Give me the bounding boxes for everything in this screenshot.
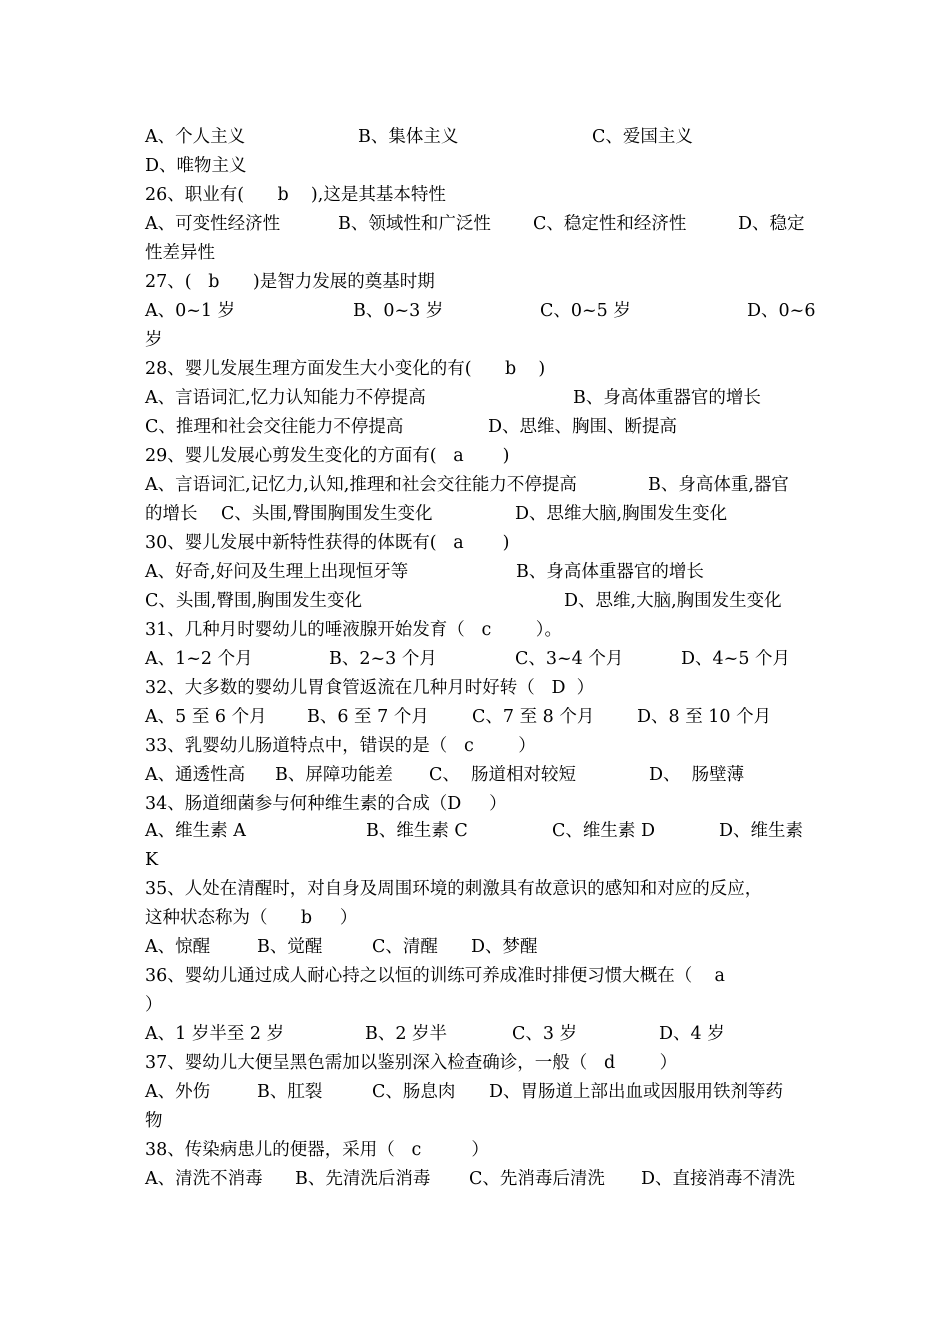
line-text: 这种状态称为（ b ） bbox=[145, 908, 358, 928]
option-text: B、屏障功能差 bbox=[275, 765, 393, 785]
option-text: A、言语词汇,忆力认知能力不停提高 bbox=[145, 388, 426, 408]
option-text: B、维生素 C bbox=[366, 821, 468, 841]
option-text: A、言语词汇,记忆力,认知,推理和社会交往能力不停提高 bbox=[145, 475, 577, 495]
option-text: A、通透性高 bbox=[145, 765, 246, 785]
option-text: C、先消毒后清洗 bbox=[469, 1169, 605, 1189]
option-text: D、直接消毒不清洗 bbox=[641, 1169, 796, 1189]
line-text: 37、婴幼儿大便呈黑色需加以鉴别深入检查确诊，一般（ d ） bbox=[145, 1053, 678, 1073]
line-text: 28、婴儿发展生理方面发生大小变化的有( b ) bbox=[145, 359, 546, 379]
line-text: 31、几种月时婴幼儿的唾液腺开始发育（ c ）。 bbox=[145, 620, 563, 640]
option-text: A、外伤 bbox=[145, 1082, 211, 1102]
line-text: 29、婴儿发展心剪发生变化的方面有( a ) bbox=[145, 446, 510, 466]
option-text: B、肛裂 bbox=[257, 1082, 323, 1102]
option-text: A、清洗不消毒 bbox=[145, 1169, 263, 1189]
line-text: 性差异性 bbox=[145, 243, 215, 263]
option-text: D、思维、胸围、断提高 bbox=[488, 417, 678, 437]
option-text: A、1~2 个月 bbox=[145, 649, 253, 669]
option-text: B、身高体重器官的增长 bbox=[516, 562, 704, 582]
option-text: A、5 至 6 个月 bbox=[145, 707, 267, 727]
line-text: 36、婴幼儿通过成人耐心持之以恒的训练可养成准时排便习惯大概在（ a bbox=[145, 966, 725, 986]
option-text: B、领域性和广泛性 bbox=[338, 214, 491, 234]
line-text: 35、人处在清醒时，对自身及周围环境的刺激具有故意识的感知和对应的反应， bbox=[145, 879, 763, 899]
line-text: 32、大多数的婴幼儿胃食管返流在几种月时好转（ D ） bbox=[145, 678, 595, 698]
line-text: 33、乳婴幼儿肠道特点中，错误的是（ c ） bbox=[145, 736, 536, 756]
option-text: B、2~3 个月 bbox=[329, 649, 437, 669]
line-text: 27、( b )是智力发展的奠基时期 bbox=[145, 272, 435, 292]
option-text: D、思维大脑,胸围发生变化 bbox=[515, 504, 728, 524]
option-text: C、清醒 bbox=[372, 937, 438, 957]
option-text: C、0~5 岁 bbox=[540, 301, 631, 321]
line-text: 岁 bbox=[145, 330, 163, 350]
option-text: C、推理和社会交往能力不停提高 bbox=[145, 417, 404, 437]
line-text: 34、肠道细菌参与何种维生素的合成（D ） bbox=[145, 794, 507, 814]
line-text: K bbox=[145, 850, 159, 870]
line-text: 物 bbox=[145, 1111, 163, 1131]
option-text: C、稳定性和经济性 bbox=[533, 214, 687, 234]
option-text: B、2 岁半 bbox=[365, 1024, 448, 1044]
option-text: D、稳定 bbox=[738, 214, 805, 234]
option-text: D、4~5 个月 bbox=[681, 649, 791, 669]
option-text: D、 肠壁薄 bbox=[649, 765, 745, 785]
option-text: C、3~4 个月 bbox=[515, 649, 624, 669]
option-text: B、身高体重,器官 bbox=[648, 475, 789, 495]
option-text: A、个人主义 bbox=[145, 127, 246, 147]
line-text: ） bbox=[145, 995, 163, 1015]
option-text: B、觉醒 bbox=[257, 937, 323, 957]
line-text: 26、职业有( b ),这是其基本特性 bbox=[145, 185, 446, 205]
option-text: C、肠息肉 bbox=[372, 1082, 456, 1102]
option-text: C、 肠道相对较短 bbox=[429, 765, 577, 785]
option-text: C、头围,臀围,胸围发生变化 bbox=[145, 591, 363, 611]
option-text: B、6 至 7 个月 bbox=[307, 707, 429, 727]
line-text: 30、婴儿发展中新特性获得的体既有( a ) bbox=[145, 533, 510, 553]
option-text: D、胃肠道上部出血或因服用铁剂等药 bbox=[489, 1082, 784, 1102]
line-text: D、唯物主义 bbox=[145, 156, 247, 176]
option-text: D、思维,大脑,胸围发生变化 bbox=[564, 591, 782, 611]
option-text: C、3 岁 bbox=[512, 1024, 578, 1044]
option-text: B、0~3 岁 bbox=[353, 301, 444, 321]
option-text: 的增长 bbox=[145, 504, 198, 524]
option-text: B、集体主义 bbox=[358, 127, 459, 147]
option-text: D、4 岁 bbox=[659, 1024, 725, 1044]
option-text: A、好奇,好问及生理上出现恒牙等 bbox=[145, 562, 409, 582]
option-text: B、身高体重器官的增长 bbox=[573, 388, 761, 408]
option-text: A、惊醒 bbox=[145, 937, 211, 957]
option-text: B、先清洗后消毒 bbox=[295, 1169, 431, 1189]
option-text: A、1 岁半至 2 岁 bbox=[145, 1024, 285, 1044]
option-text: C、头围,臀围胸围发生变化 bbox=[221, 504, 433, 524]
option-text: C、7 至 8 个月 bbox=[472, 707, 595, 727]
line-text: 38、传染病患儿的便器，采用（ c ） bbox=[145, 1140, 489, 1160]
option-text: D、梦醒 bbox=[471, 937, 538, 957]
option-text: D、0~6 bbox=[747, 301, 816, 321]
option-text: C、爱国主义 bbox=[592, 127, 693, 147]
option-text: C、维生素 D bbox=[552, 821, 655, 841]
option-text: D、维生素 bbox=[719, 821, 804, 841]
option-text: A、可变性经济性 bbox=[145, 214, 281, 234]
option-text: A、0~1 岁 bbox=[145, 301, 236, 321]
option-text: D、8 至 10 个月 bbox=[637, 707, 772, 727]
option-text: A、维生素 A bbox=[145, 821, 246, 841]
